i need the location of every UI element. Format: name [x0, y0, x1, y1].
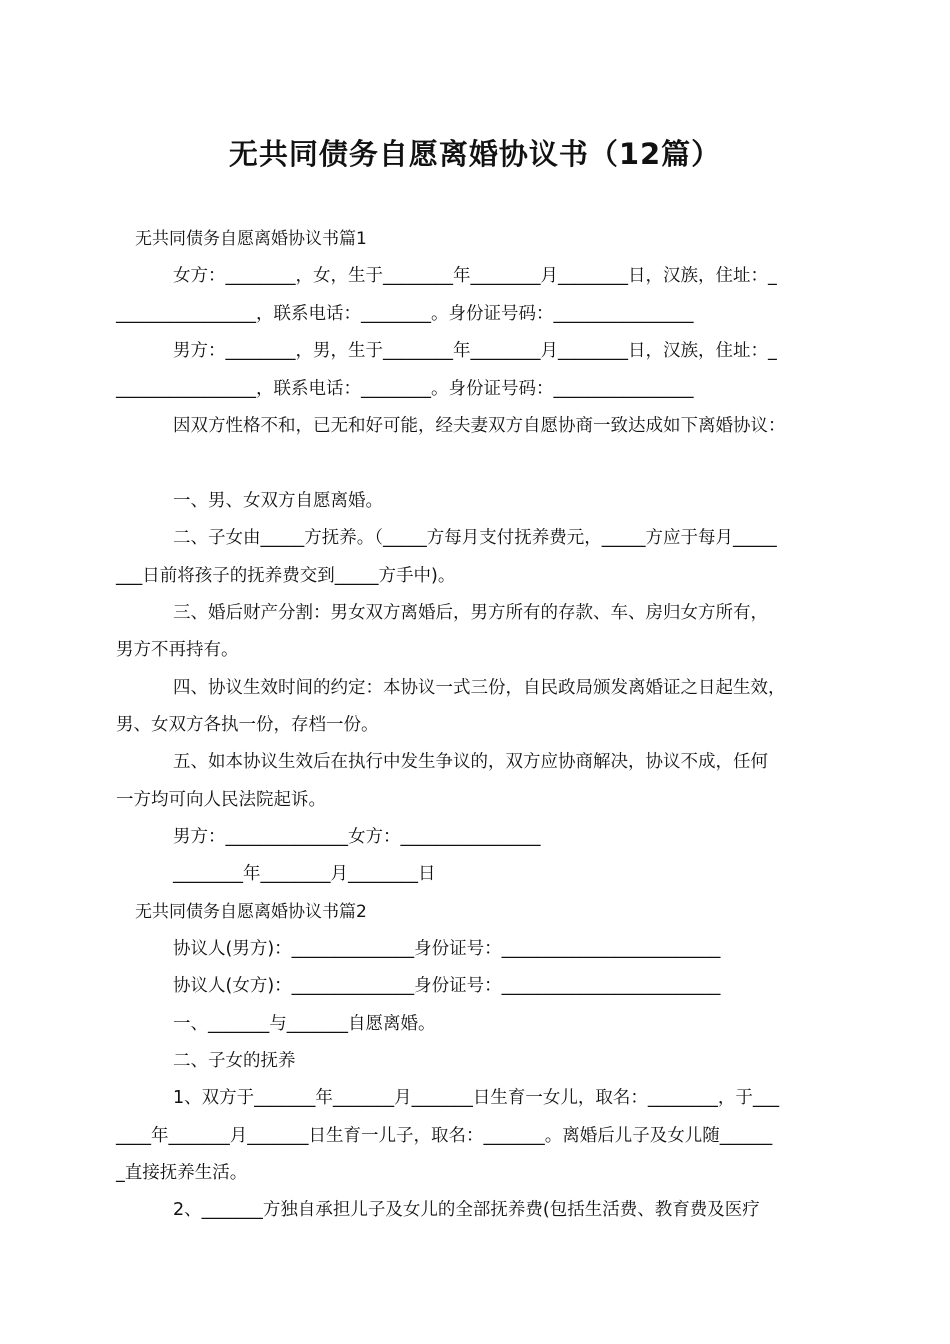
paragraph-line: 1、双方于_______年_______月_______日生育一女儿，取名：________，于___ — [173, 1088, 780, 1108]
paragraph-line: 一方均可向人民法院起诉。 — [116, 790, 326, 810]
paragraph-line: ________________，联系电话：________。身份证号码：________________ — [116, 304, 694, 324]
date-line: ________年________月________日 — [173, 864, 436, 884]
paragraph-line: 2、_______方独自承担儿子及女儿的全部抚养费(包括生活费、教育费及医疗 — [173, 1200, 760, 1220]
paragraph-line: 四、协议生效时间的约定：本协议一式三份，自民政局颁发离婚证之日起生效， — [173, 678, 786, 698]
paragraph-line: _直接抚养生活。 — [116, 1163, 248, 1183]
paragraph-line: 男方不再持有。 — [116, 640, 239, 660]
paragraph-line: 男方：________，男，生于________年________月________日，汉族，住址：_ — [173, 341, 777, 361]
paragraph-line: 三、婚后财产分割：男女双方离婚后，男方所有的存款、车、房归女方所有， — [173, 603, 768, 623]
paragraph-line: 协议人(女方)：______________身份证号：_________________________ — [173, 976, 721, 996]
signature-line: 男方：______________女方：________________ — [173, 827, 541, 847]
paragraph-line: 五、如本协议生效后在执行中发生争议的，双方应协商解决，协议不成，任何 — [173, 752, 768, 772]
paragraph-line: 二、子女由_____方抚养。（_____方每月支付抚养费元，_____方应于每月_____ — [173, 528, 777, 548]
paragraph-line: 协议人(男方)：______________身份证号：_________________________ — [173, 939, 721, 959]
paragraph-line: 一、男、女双方自愿离婚。 — [173, 491, 383, 511]
paragraph-line: ____年_______月_______日生育一儿子，取名：_______。离婚后儿子及女儿随______ — [116, 1126, 773, 1146]
paragraph-line: 因双方性格不和，已无和好可能，经夫妻双方自愿协商一致达成如下离婚协议： — [173, 416, 786, 436]
paragraph-line: 男、女双方各执一份，存档一份。 — [116, 715, 379, 735]
paragraph-line: ________________，联系电话：________。身份证号码：________________ — [116, 379, 694, 399]
paragraph-line: 女方：________，女，生于________年________月________日，汉族，住址：_ — [173, 266, 777, 286]
paragraph-line: ___日前将孩子的抚养费交到_____方手中)。 — [116, 566, 456, 586]
document-title: 无共同债务自愿离婚协议书（12篇） — [228, 137, 722, 171]
section-heading: 无共同债务自愿离婚协议书篇2 — [135, 902, 367, 922]
paragraph-line: 一、_______与_______自愿离婚。 — [173, 1014, 436, 1034]
paragraph-line: 二、子女的抚养 — [173, 1051, 296, 1071]
section-heading: 无共同债务自愿离婚协议书篇1 — [135, 229, 367, 249]
